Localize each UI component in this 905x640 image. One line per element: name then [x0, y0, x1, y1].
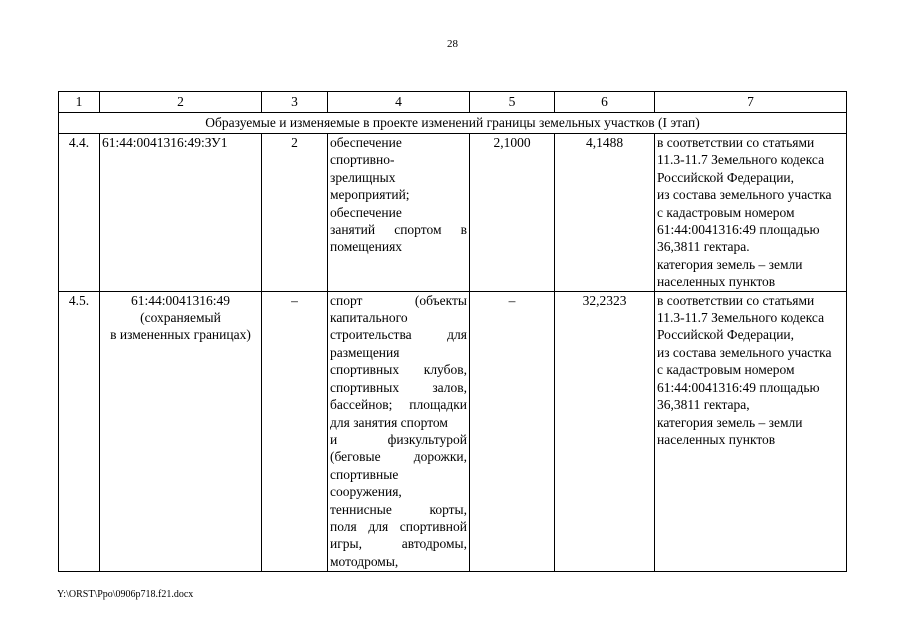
basis-line: с кадастровым номером — [657, 362, 795, 378]
basis-line: Российской Федерации, — [657, 169, 795, 185]
table-row — [59, 134, 847, 292]
basis-cell — [655, 134, 847, 292]
permitted-use-line: для занятия спортом — [330, 414, 448, 430]
basis-line: из состава земельного участка — [657, 344, 832, 360]
permitted-use-line: бассейнов; площадки — [330, 397, 467, 413]
land-plots-table-container — [58, 91, 846, 572]
column-header-2: 2 — [100, 92, 262, 113]
section-row — [59, 113, 847, 134]
page-number: 28 — [447, 38, 458, 50]
basis-line: категория земель – земли — [657, 414, 803, 430]
permitted-use-line: теннисные корты, — [330, 501, 467, 517]
column-header-4: 4 — [328, 92, 470, 113]
count-cell: 2 — [262, 134, 328, 292]
permitted-use-line: спорт (объекты — [330, 292, 467, 308]
basis-line: 61:44:0041316:49 площадью — [657, 379, 820, 395]
basis-line: из состава земельного участка — [657, 187, 832, 203]
basis-line: в соответствии со статьями — [657, 292, 815, 308]
permitted-use-cell — [328, 291, 470, 571]
permitted-use-line: обеспечение — [330, 135, 402, 150]
column-number-row — [59, 92, 847, 113]
column-header-6: 6 — [555, 92, 655, 113]
column-header-7: 7 — [655, 92, 847, 113]
basis-cell — [655, 291, 847, 571]
basis-line: 36,3811 гектара, — [657, 397, 750, 413]
column-header-1: 1 — [59, 92, 100, 113]
permitted-use-cell — [328, 134, 470, 292]
permitted-use-line: зрелищных — [330, 169, 396, 185]
basis-line: Российской Федерации, — [657, 327, 795, 343]
cadastral-number: 61:44:0041316:49:ЗУ1 — [102, 135, 228, 150]
row-number: 4.4. — [59, 134, 100, 292]
section-title: Образуемые и изменяемые в проекте изменений границы земельных участков (I этап) — [59, 113, 847, 134]
column-header-5: 5 — [470, 92, 555, 113]
permitted-use-line: помещениях — [330, 239, 403, 255]
cadastral-number: 61:44:0041316:49 — [130, 292, 230, 308]
land-plots-table — [58, 91, 847, 572]
cadastral-note: (сохраняемый — [140, 310, 221, 326]
area-total-cell: 4,1488 — [555, 134, 655, 292]
cadastral-number-cell — [100, 134, 262, 292]
table-row — [59, 291, 847, 571]
area-new-cell: 2,1000 — [470, 134, 555, 292]
permitted-use-line: размещения — [330, 344, 400, 360]
basis-line: 36,3811 гектара. — [657, 239, 750, 255]
basis-line: с кадастровым номером — [657, 204, 795, 220]
permitted-use-line: спортивных залов, — [330, 379, 467, 395]
permitted-use-line: мероприятий; — [330, 187, 410, 203]
row-number: 4.5. — [59, 291, 100, 571]
permitted-use-line: спортивные — [330, 466, 399, 482]
basis-line: 11.3-11.7 Земельного кодекса — [657, 310, 825, 326]
column-header-3: 3 — [262, 92, 328, 113]
basis-line: в соответствии со статьями — [657, 135, 815, 150]
area-total-cell: 32,2323 — [555, 291, 655, 571]
cadastral-number-cell — [100, 291, 262, 571]
basis-line: населенных пунктов — [657, 274, 776, 290]
permitted-use-line: занятий спортом в — [330, 222, 467, 238]
footer-file-path: Y:\ORST\Ppo\0906p718.f21.docx — [57, 589, 194, 600]
basis-line: категория земель – земли — [657, 256, 803, 272]
permitted-use-line: обеспечение — [330, 204, 402, 220]
permitted-use-line: сооружения, — [330, 484, 402, 500]
count-cell: – — [262, 291, 328, 571]
permitted-use-line: игры, автодромы, — [330, 536, 467, 552]
permitted-use-line: спортивно- — [330, 152, 395, 168]
permitted-use-line: капитального — [330, 310, 408, 326]
permitted-use-line: (беговые дорожки, — [330, 449, 467, 465]
permitted-use-line: поля для спортивной — [330, 518, 467, 534]
basis-line: населенных пунктов — [657, 431, 776, 447]
cadastral-note: в измененных границах) — [110, 327, 251, 343]
permitted-use-line: мотодромы, — [330, 553, 399, 569]
area-new-cell: – — [470, 291, 555, 571]
basis-line: 61:44:0041316:49 площадью — [657, 222, 820, 238]
basis-line: 11.3-11.7 Земельного кодекса — [657, 152, 825, 168]
permitted-use-line: спортивных клубов, — [330, 362, 467, 378]
permitted-use-line: строительства для — [330, 327, 467, 343]
permitted-use-line: и физкультурой — [330, 431, 467, 447]
